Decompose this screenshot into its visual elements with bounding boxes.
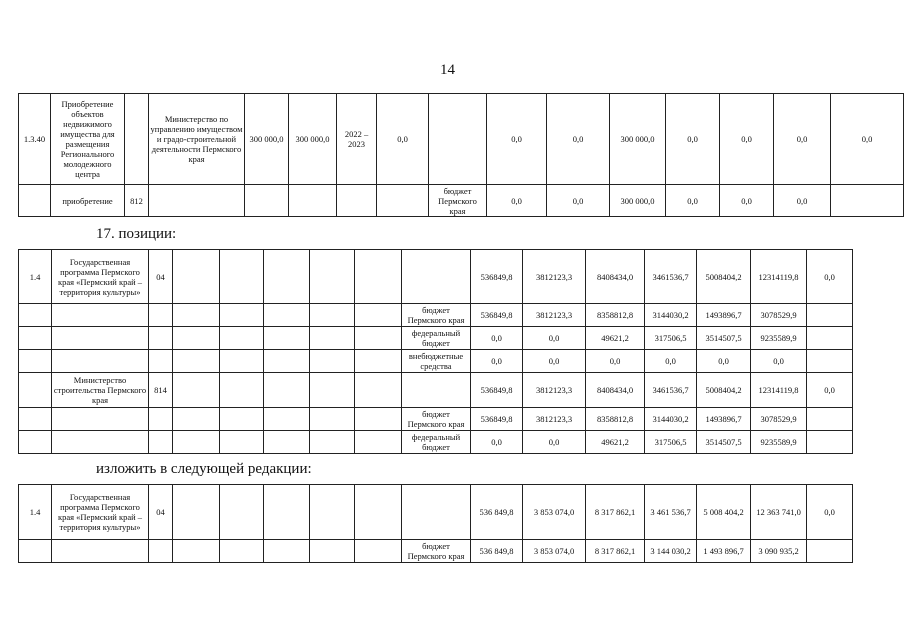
- table-row: [19, 373, 853, 408]
- cell-value: 3144030,2: [645, 304, 697, 327]
- cell-value: 9235589,9: [751, 431, 807, 454]
- table-row: [19, 431, 853, 454]
- row-name: Государственная программа Пермского края «Пермский край – территория культуры»: [52, 485, 149, 540]
- cell-value: 536849,8: [471, 304, 523, 327]
- table-old-version: [18, 249, 853, 454]
- row-code: 1.4: [19, 485, 52, 540]
- cell-value: 8358812,8: [586, 304, 645, 327]
- cell-value: 5008404,2: [697, 250, 751, 304]
- cell-value: 0,0: [697, 350, 751, 373]
- row-source: федеральный бюджет: [402, 327, 471, 350]
- row-source: бюджет Пермского края: [429, 185, 487, 217]
- cell-value: 0,0: [666, 94, 720, 185]
- cell-value: 3 144 030,2: [645, 540, 697, 563]
- cell-value: 3812123,3: [523, 408, 586, 431]
- cell-value: 0,0: [720, 94, 774, 185]
- cell-value: 3461536,7: [645, 250, 697, 304]
- cell-value: 0,0: [471, 350, 523, 373]
- row-source: бюджет Пермского края: [402, 540, 471, 563]
- row-code: 1.4: [19, 250, 52, 304]
- table-row: [19, 304, 853, 327]
- cell-value: 0,0: [471, 327, 523, 350]
- cell-value: 0,0: [807, 373, 853, 408]
- cell-value: 1 493 896,7: [697, 540, 751, 563]
- table-row: [19, 250, 853, 304]
- cell-value: 8 317 862,1: [586, 540, 645, 563]
- cell-value: 3 461 536,7: [645, 485, 697, 540]
- table-new-version: [18, 484, 853, 563]
- heading-new-edition: изложить в следующей редакции:: [96, 461, 312, 477]
- cell-value: 49621,2: [586, 327, 645, 350]
- cell-value: 0,0: [547, 94, 610, 185]
- row-name: Государственная программа Пермского края «Пермский край – территория культуры»: [52, 250, 149, 304]
- cell-value: 0,0: [523, 350, 586, 373]
- table-row: [19, 185, 904, 217]
- cell-value: 8408434,0: [586, 373, 645, 408]
- table-row: [19, 540, 853, 563]
- cell-value: 3514507,5: [697, 431, 751, 454]
- row-name: Приобретение объектов недвижимого имущества для размещения Регионального молодежного центра: [51, 94, 125, 185]
- cell-value: 0,0: [547, 185, 610, 217]
- cell-value: 3 090 935,2: [751, 540, 807, 563]
- cell-value: 9235589,9: [751, 327, 807, 350]
- cell-value: 536849,8: [471, 373, 523, 408]
- cell-value: 8408434,0: [586, 250, 645, 304]
- cell-value: 0,0: [487, 94, 547, 185]
- table-row: [19, 94, 904, 185]
- cell-value: 8 317 862,1: [586, 485, 645, 540]
- cell-value: 0,0: [807, 485, 853, 540]
- row-grbs: 04: [149, 485, 173, 540]
- cell-value: 3812123,3: [523, 250, 586, 304]
- cell-value: 3812123,3: [523, 304, 586, 327]
- cell-value: 12314119,8: [751, 250, 807, 304]
- row-code: 812: [125, 185, 149, 217]
- table-row: [19, 350, 853, 373]
- cell-value: 0,0: [831, 94, 904, 185]
- cell-value: 536 849,8: [471, 485, 523, 540]
- cell-value: 3461536,7: [645, 373, 697, 408]
- cell-value: 49621,2: [586, 431, 645, 454]
- cell-value: 0,0: [807, 250, 853, 304]
- cell-value: 0,0: [645, 350, 697, 373]
- cell-value: 0,0: [586, 350, 645, 373]
- cell-value: 300 000,0: [610, 185, 666, 217]
- cell-value: 8358812,8: [586, 408, 645, 431]
- cell-value: 3078529,9: [751, 408, 807, 431]
- cell-value: 1493896,7: [697, 408, 751, 431]
- cell-value: 0,0: [523, 431, 586, 454]
- cell-value: 0,0: [751, 350, 807, 373]
- row-name: Министерство строительства Пермского края: [52, 373, 149, 408]
- row-grbs: 04: [149, 250, 173, 304]
- cell-value: 3 853 074,0: [523, 540, 586, 563]
- table-row: [19, 485, 853, 540]
- cell-value: 536849,8: [471, 408, 523, 431]
- cell-value: 0,0: [523, 327, 586, 350]
- cell-value: 536 849,8: [471, 540, 523, 563]
- cell-value: 5 008 404,2: [697, 485, 751, 540]
- table-row: [19, 327, 853, 350]
- cell-value: 1493896,7: [697, 304, 751, 327]
- cell-value: 0,0: [720, 185, 774, 217]
- row-source: бюджет Пермского края: [402, 408, 471, 431]
- cell-value: 12314119,8: [751, 373, 807, 408]
- row-source: федеральный бюджет: [402, 431, 471, 454]
- table-item-1-3-40: [18, 93, 904, 217]
- page-number: 14: [440, 62, 455, 78]
- cell-value: 3144030,2: [645, 408, 697, 431]
- cell-value: 300 000,0: [289, 94, 337, 185]
- cell-value: 0,0: [666, 185, 720, 217]
- cell-value: 317506,5: [645, 431, 697, 454]
- heading-positions: 17. позиции:: [96, 226, 177, 242]
- row-code: 814: [149, 373, 173, 408]
- row-name: приобретение: [51, 185, 125, 217]
- row-executor: Министерство по управлению имуществом и градо-строительной деятельности Пермского края: [149, 94, 245, 185]
- cell-value: 3514507,5: [697, 327, 751, 350]
- cell-value: 317506,5: [645, 327, 697, 350]
- cell-value: 3812123,3: [523, 373, 586, 408]
- cell-value: 300 000,0: [245, 94, 289, 185]
- cell-period: 2022 – 2023: [337, 94, 377, 185]
- cell-value: 3078529,9: [751, 304, 807, 327]
- cell-value: 0,0: [377, 94, 429, 185]
- cell-value: 0,0: [471, 431, 523, 454]
- cell-value: 3 853 074,0: [523, 485, 586, 540]
- cell-value: 0,0: [774, 185, 831, 217]
- cell-value: 536849,8: [471, 250, 523, 304]
- cell-value: 12 363 741,0: [751, 485, 807, 540]
- row-source: бюджет Пермского края: [402, 304, 471, 327]
- row-source: внебюджетные средства: [402, 350, 471, 373]
- table-row: [19, 408, 853, 431]
- cell-value: 0,0: [487, 185, 547, 217]
- row-code: 1.3.40: [19, 94, 51, 185]
- cell-value: 300 000,0: [610, 94, 666, 185]
- cell-value: 5008404,2: [697, 373, 751, 408]
- cell-value: 0,0: [774, 94, 831, 185]
